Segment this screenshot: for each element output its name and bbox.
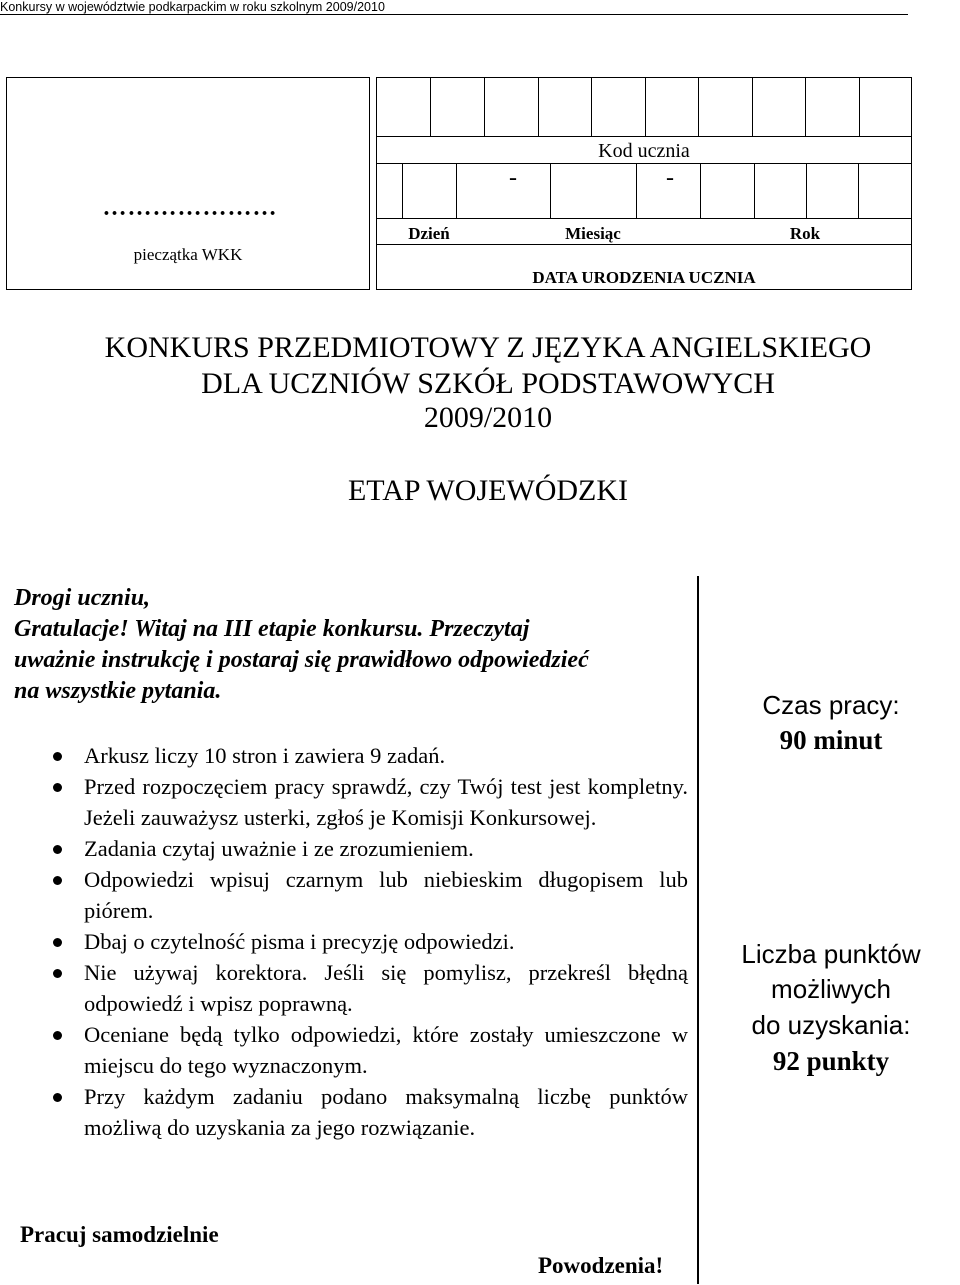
intro-text: uważnie instrukcję i postaraj się prawidłowo odpowiedzieć [14,647,589,673]
time-label: Czas pracy: [762,690,900,720]
instruction-item: Odpowiedzi wpisuj czarnym lub niebieskim długopisem lub piórem. [48,864,688,926]
date-separator: - [666,165,674,191]
instruction-list [48,740,688,1143]
points-label: możliwych [771,974,891,1004]
day-label: Dzień [408,224,450,243]
stage-title: ETAP WOJEWÓDZKI [347,474,629,507]
date-separator: - [509,165,517,191]
year-label: Rok [789,224,821,243]
work-alone-note: Pracuj samodzielnie [20,1222,219,1247]
points-label: Liczba punktów [741,939,921,969]
column-divider [697,576,699,1284]
points-label: do uzyskania: [751,1010,911,1040]
birth-date-caption: DATA URODZENIA UCZNIA [532,268,756,287]
instruction-item: Zadania czytaj uważnie i ze zrozumieniem. [48,833,688,864]
instruction-item: Nie używaj korektora. Jeśli się pomylisz, przekreśl błędną odpowiedź i wpisz poprawną. [48,957,688,1019]
competition-title: KONKURS PRZEDMIOTOWY Z JĘZYKA ANGIELSKIEGO [104,331,872,364]
instruction-item: Oceniane będą tylko odpowiedzi, które zostały umieszczone w miejscu do tego wyznaczonym. [48,1019,688,1081]
instruction-item: Arkusz liczy 10 stron i zawiera 9 zadań. [48,740,688,771]
greeting: Drogi uczniu, [14,585,151,611]
student-code-label: Kod ucznia [598,140,690,162]
running-header: Konkursy w województwie podkarpackim w roku szkolnym 2009/2010 [0,0,908,15]
stamp-label: pieczątka WKK [133,245,243,264]
competition-subtitle: DLA UCZNIÓW SZKÓŁ PODSTAWOWYCH [201,367,775,400]
month-label: Miesiąc [565,224,621,243]
school-year: 2009/2010 [423,401,553,434]
intro-text: Gratulacje! Witaj na III etapie konkursu. Przeczytaj [14,616,530,642]
instruction-item: Przed rozpoczęciem pracy sprawdź, czy Twój test jest kompletny. Jeżeli zauważysz usterki, zgłoś je Komisji Konkursowej. [48,771,688,833]
stamp-dots: ………………… [102,195,278,221]
intro-text: na wszystkie pytania. [14,678,222,704]
instruction-item: Dbaj o czytelność pisma i precyzję odpowiedzi. [48,926,688,957]
instruction-item: Przy każdym zadaniu podano maksymalną liczbę punktów możliwą do uzyskania za jego rozwiązanie. [48,1081,688,1143]
points-value: 92 punkty [772,1046,890,1076]
good-luck-note: Powodzenia! [538,1253,664,1278]
time-value: 90 minut [779,725,883,755]
